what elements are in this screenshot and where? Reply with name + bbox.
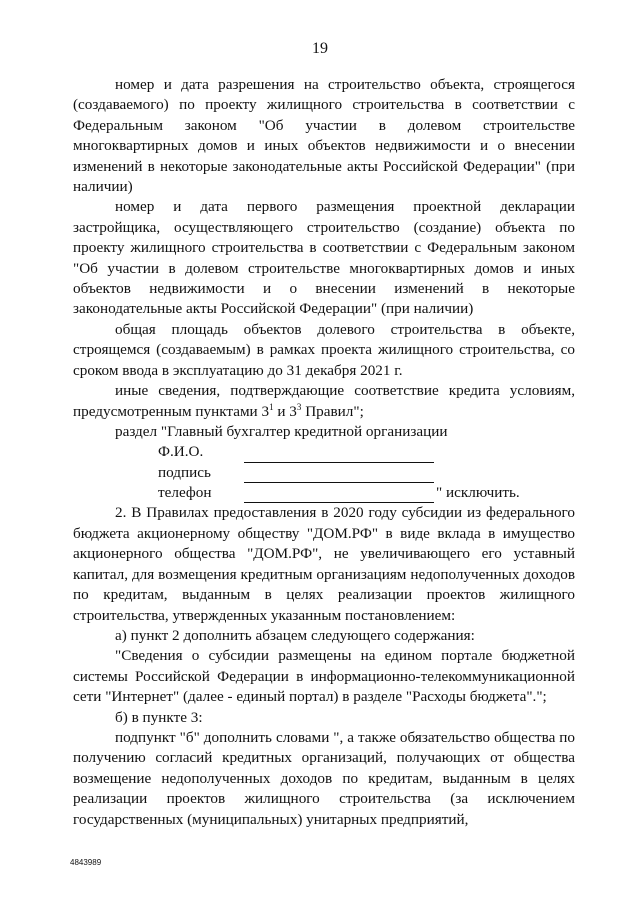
paragraph-item-b: б) в пункте 3: [115, 708, 203, 726]
field-row-fio [158, 442, 575, 462]
paragraph-permit: номер и дата разрешения на строительство объекта, строящегося (создаваемого) по проекту жилищного строительства в соответствии с Федеральным законом "Об участии в долевом строительстве многоквартирных домов и иных объектов недвижимости и о внесении изменений в некоторые законодательные акты Российской Федерации" (при наличии) [73, 76, 575, 196]
field-row-phone [158, 483, 575, 503]
paragraph-declaration: номер и дата первого размещения проектной декларации застройщика, осуществляющего строительство (создание) объекта по проекту жилищного строительства в соответствии с Федеральным законом "Об участии в долевом строительстве многоквартирных домов и иных объектов недвижимости и о внесении изменений в некоторые законодательные акты Российской Федерации" (при наличии) [73, 198, 575, 318]
blank-line-signature [244, 470, 434, 483]
paragraph-rules-2: 2. В Правилах предоставления в 2020 году субсидии из федерального бюджета акционерному обществу "ДОМ.РФ" в виде вклада в имущество акционерного общества "ДОМ.РФ", не увеличивающего его уставный капитал, для возмещения кредитным организациям недополученных доходов по кредитам, выданным в целях реализации проектов жилищного строительства, утвержденных указанным постановлением: [73, 504, 575, 624]
other-info-end: Правил"; [301, 402, 364, 420]
field-label-fio: Ф.И.О. [158, 443, 204, 461]
field-label-phone: телефон [158, 484, 212, 502]
superscript-3: 3 [296, 401, 302, 412]
blank-line-phone [244, 490, 434, 503]
other-info-text: иные сведения, подтверждающие соответствие кредита условиям, предусмотренным пунктами 3 [73, 382, 575, 420]
paragraph-other-info [73, 381, 575, 422]
field-label-signature: подпись [158, 463, 211, 481]
paragraph-subitem-b: подпункт "б" дополнить словами ", а также обязательство общества по получению согласий кредитных организаций, получающих от общества возмещение недополученных доходов по кредитам, выданным в целях реализации проектов жилищного строительства (за исключением государственных (муниципальных) унитарных предприятий, [73, 728, 575, 828]
paragraph-area: общая площадь объектов долевого строительства в объекте, строящемся (создаваемым) в рамках проекта жилищного строительства, со сроком ввода в эксплуатацию до 31 декабря 2021 г. [73, 320, 575, 379]
other-info-mid: и 3 [273, 402, 297, 420]
page-number: 19 [312, 40, 328, 57]
blank-line-fio [244, 450, 434, 463]
section-heading: раздел "Главный бухгалтер кредитной организации [115, 422, 448, 440]
paragraph-item-a: а) пункт 2 дополнить абзацем следующего содержания: [115, 626, 475, 644]
superscript-1: 1 [269, 401, 274, 412]
footer-document-code: 4843989 [70, 858, 102, 867]
field-row-signature [158, 463, 575, 483]
document-body [73, 75, 575, 830]
exclude-text: " исключить. [436, 484, 520, 502]
paragraph-subsidy-info: "Сведения о субсидии размещены на едином портале бюджетной системы Российской Федерации в информационно-телекоммуникационной сети "Интернет" (далее - единый портал) в разделе "Расходы бюджета"."; [73, 647, 575, 706]
